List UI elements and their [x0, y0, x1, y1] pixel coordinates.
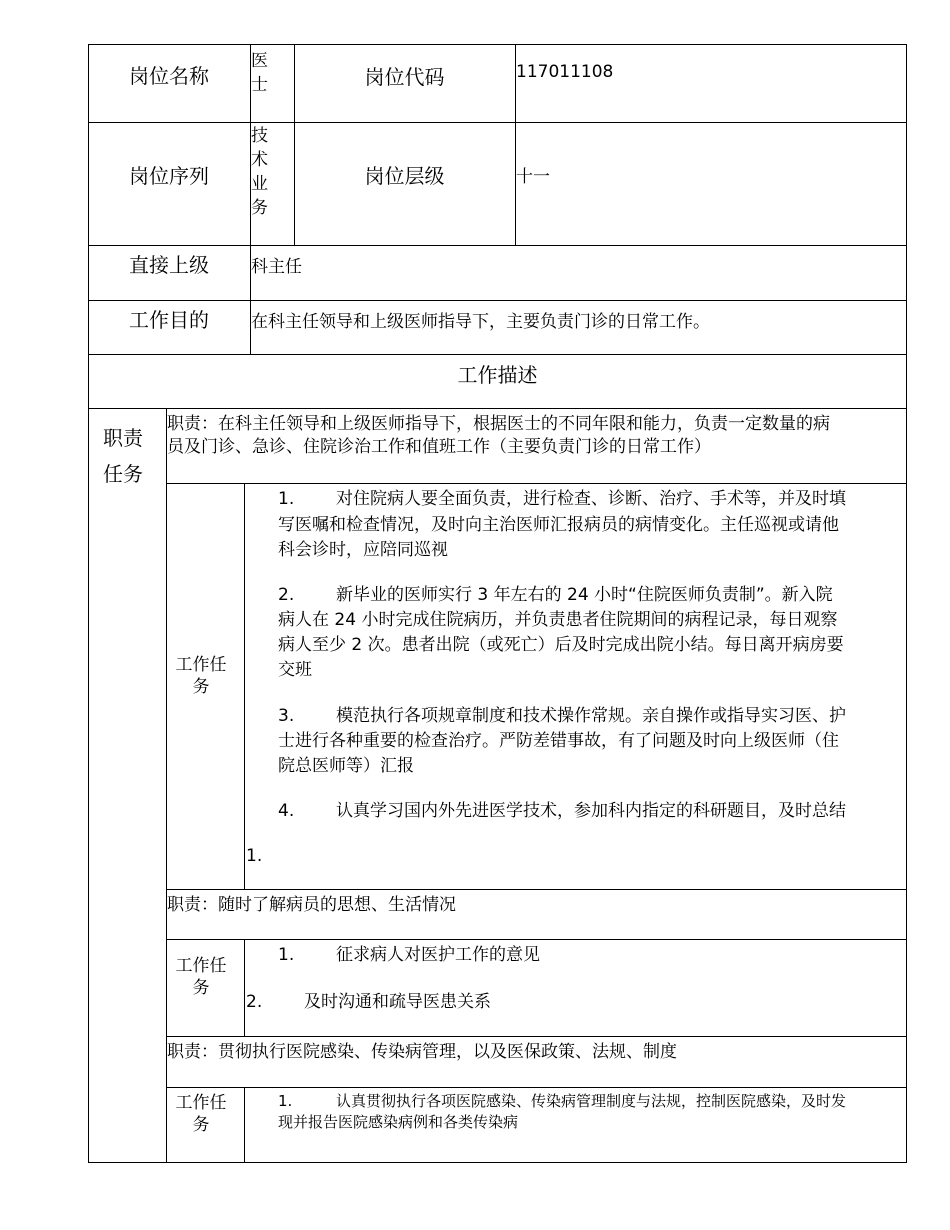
duty-3-text: 职责：贯彻执行医院感染、传染病管理，以及医保政策、法规、制度: [167, 1042, 677, 1062]
superior-value: 科主任: [251, 257, 302, 277]
task-2-2: [246, 991, 491, 1013]
task-label: 工作任务: [175, 1093, 227, 1135]
task-label: 工作任务: [175, 956, 227, 998]
post-level-label: 岗位层级: [364, 164, 445, 188]
table-rule: [244, 939, 245, 1036]
table-rule: [166, 1036, 907, 1037]
task-number: 3.: [278, 706, 295, 726]
task-label: 工作任务: [175, 655, 227, 697]
duties-label: 职责任务: [103, 426, 143, 486]
task-number: 2.: [278, 585, 295, 605]
table-rule: [244, 1087, 245, 1163]
table-rule: [88, 300, 907, 301]
task-2-1: [278, 944, 540, 966]
task-1-3: [278, 705, 846, 727]
duty-2-text: 职责：随时了解病员的思想、生活情况: [167, 895, 456, 915]
task-number: 2.: [246, 992, 263, 1012]
purpose-value: 在科主任领导和上级医师指导下，主要负责门诊的日常工作。: [251, 312, 710, 332]
post-level-value: 十一: [516, 167, 550, 187]
task-number: 1.: [278, 945, 295, 965]
post-code-label: 岗位代码: [364, 65, 445, 89]
task-1-1-line: 写医嘱和检查情况，及时向主治医师汇报病员的病情变化。主任巡视或请他: [278, 515, 839, 535]
trailing-number: 1.: [246, 846, 263, 866]
table-rule: [88, 245, 907, 246]
task-1-2-line: 交班: [278, 660, 312, 680]
task-1-3-line: 士进行各种重要的检查治疗。严防差错事故，有了问题及时向上级医师（住: [278, 731, 839, 751]
task-number: 1.: [278, 489, 295, 509]
post-sequence-value: 技术业务: [251, 126, 268, 218]
post-sequence-label: 岗位序列: [129, 164, 209, 188]
post-code-value: 117011108: [516, 62, 614, 82]
table-rule: [244, 483, 245, 889]
task-1-2-line: 病人在 24 小时完成住院病历，并负责患者住院期间的病程记录，每日观察: [278, 610, 838, 630]
task-1-2: [278, 584, 833, 606]
table-rule: [88, 122, 907, 123]
purpose-label: 工作目的: [129, 308, 209, 332]
superior-label: 直接上级: [129, 253, 209, 277]
task-number: 1.: [278, 1092, 293, 1110]
table-rule: [166, 483, 907, 484]
duty-1-text: 职责：在科主任领导和上级医师指导下，根据医士的不同年限和能力，负责一定数量的病: [167, 414, 830, 434]
table-rule: [166, 1087, 907, 1088]
table-rule: [88, 408, 907, 409]
post-name-label: 岗位名称: [129, 64, 209, 88]
task-1-4: [278, 800, 846, 822]
task-text: 及时沟通和疏导医患关系: [304, 992, 491, 1012]
table-rule: [166, 939, 907, 940]
task-1-3-line: 院总医师等）汇报: [278, 756, 414, 776]
task-number: 4.: [278, 801, 295, 821]
task-3-1: [278, 1091, 846, 1111]
duty-1-text-cont: 员及门诊、急诊、住院诊治工作和值班工作（主要负责门诊的日常工作）: [167, 437, 711, 457]
task-1-1-line: 科会诊时，应陪同巡视: [278, 540, 448, 560]
task-3-1-line: 现并报告医院感染病例和各类传染病: [278, 1113, 519, 1131]
post-name-value: 医士: [251, 51, 268, 95]
task-1-2-line: 病人至少 2 次。患者出院（或死亡）后及时完成出院小结。每日离开病房要: [278, 635, 844, 655]
task-text: 新毕业的医师实行 3 年左右的 24 小时“住院医师负责制”。新入院: [336, 585, 833, 605]
table-rule: [166, 889, 907, 890]
description-title: 工作描述: [457, 363, 538, 387]
task-text: 对住院病人要全面负责，进行检查、诊断、治疗、手术等，并及时填: [336, 489, 846, 509]
task-1-1: [278, 488, 846, 510]
task-text: 征求病人对医护工作的意见: [336, 945, 540, 965]
task-text: 认真贯彻执行各项医院感染、传染病管理制度与法规，控制医院感染，及时发: [336, 1092, 847, 1110]
task-text: 认真学习国内外先进医学技术，参加科内指定的科研题目，及时总结: [336, 801, 846, 821]
table-rule: [88, 354, 907, 355]
task-text: 模范执行各项规章制度和技术操作常规。亲自操作或指导实习医、护: [336, 706, 846, 726]
